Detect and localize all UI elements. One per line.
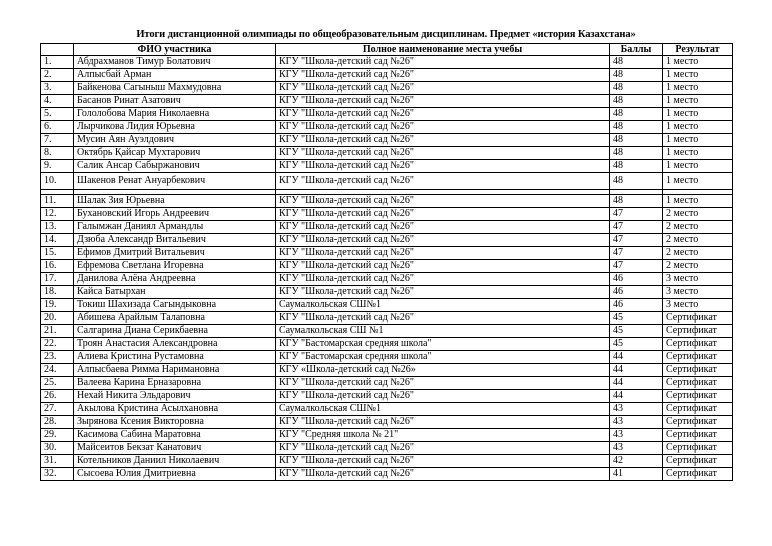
result-value: Сертификат — [663, 377, 733, 390]
school-name: Саумалкольская СШ№1 — [276, 299, 610, 312]
row-number: 29. — [41, 429, 74, 442]
score-value: 47 — [610, 208, 663, 221]
participant-name: Ефимов Дмитрий Витальевич — [74, 247, 276, 260]
school-name: КГУ "Школа-детский сад №26" — [276, 208, 610, 221]
school-name: КГУ "Школа-детский сад №26" — [276, 468, 610, 481]
score-value: 48 — [610, 195, 663, 208]
participant-name: Ефремова Светлана Игоревна — [74, 260, 276, 273]
school-name: КГУ "Школа-детский сад №26" — [276, 247, 610, 260]
result-value: 1 место — [663, 56, 733, 69]
school-name: КГУ "Бастомарская средняя школа" — [276, 351, 610, 364]
score-value: 45 — [610, 325, 663, 338]
table-row — [41, 121, 733, 134]
table-row — [41, 325, 733, 338]
participant-name: Алиева Кристина Рустамовна — [74, 351, 276, 364]
row-number: 12. — [41, 208, 74, 221]
table-row — [41, 299, 733, 312]
participant-name: Шалак Зия Юрьевна — [74, 195, 276, 208]
school-name: КГУ "Бастомарская средняя школа" — [276, 338, 610, 351]
school-name: КГУ "Школа-детский сад №26" — [276, 234, 610, 247]
row-number: 2. — [41, 69, 74, 82]
score-value: 44 — [610, 377, 663, 390]
school-name: КГУ "Школа-детский сад №26" — [276, 160, 610, 173]
school-name: КГУ "Школа-детский сад №26" — [276, 260, 610, 273]
table-row — [41, 160, 733, 173]
score-value: 41 — [610, 468, 663, 481]
score-value: 48 — [610, 121, 663, 134]
participant-name: Басанов Ринат Азатович — [74, 95, 276, 108]
result-value: Сертификат — [663, 364, 733, 377]
result-value: 1 место — [663, 108, 733, 121]
participant-name: Бухановский Игорь Андреевич — [74, 208, 276, 221]
row-number: 15. — [41, 247, 74, 260]
participant-name: Кайса Батырхан — [74, 286, 276, 299]
result-value: 1 место — [663, 69, 733, 82]
result-value: Сертификат — [663, 468, 733, 481]
score-value: 45 — [610, 338, 663, 351]
participant-name: Абдрахманов Тимур Болатович — [74, 56, 276, 69]
table-row — [41, 69, 733, 82]
row-number: 26. — [41, 390, 74, 403]
school-name: КГУ "Школа-детский сад №26" — [276, 56, 610, 69]
row-number: 10. — [41, 173, 74, 190]
table-row — [41, 208, 733, 221]
result-value: Сертификат — [663, 403, 733, 416]
result-value: 2 место — [663, 247, 733, 260]
row-number: 18. — [41, 286, 74, 299]
participant-name: Валеева Карина Ерназаровна — [74, 377, 276, 390]
result-value: 1 место — [663, 195, 733, 208]
score-value: 48 — [610, 108, 663, 121]
table-row — [41, 351, 733, 364]
school-name: КГУ "Школа-детский сад №26" — [276, 69, 610, 82]
score-value: 43 — [610, 403, 663, 416]
header-score: Баллы — [610, 44, 663, 56]
result-value: 1 место — [663, 160, 733, 173]
row-number: 32. — [41, 468, 74, 481]
row-number: 21. — [41, 325, 74, 338]
score-value: 48 — [610, 95, 663, 108]
table-row — [41, 173, 733, 190]
row-number: 7. — [41, 134, 74, 147]
table-row — [41, 312, 733, 325]
row-number: 8. — [41, 147, 74, 160]
school-name: Саумалкольская СШ№1 — [276, 403, 610, 416]
participant-name: Данилова Алёна Андреевна — [74, 273, 276, 286]
table-row — [41, 134, 733, 147]
result-value: 2 место — [663, 260, 733, 273]
table-header-row — [41, 44, 733, 56]
school-name: КГУ "Школа-детский сад №26" — [276, 173, 610, 190]
participant-name: Шакенов Ренат Ануарбекович — [74, 173, 276, 190]
participant-name: Мусин Аян Ауэлдович — [74, 134, 276, 147]
score-value: 42 — [610, 455, 663, 468]
participant-name: Галымжан Даниял Армандлы — [74, 221, 276, 234]
school-name: КГУ «Школа-детский сад №26» — [276, 364, 610, 377]
row-number: 20. — [41, 312, 74, 325]
table-row — [41, 338, 733, 351]
score-value: 47 — [610, 234, 663, 247]
score-value: 48 — [610, 134, 663, 147]
result-value: Сертификат — [663, 429, 733, 442]
school-name: КГУ "Школа-детский сад №26" — [276, 377, 610, 390]
score-value: 44 — [610, 351, 663, 364]
table-row — [41, 56, 733, 69]
row-number: 31. — [41, 455, 74, 468]
result-value: Сертификат — [663, 416, 733, 429]
table-row — [41, 455, 733, 468]
table-row — [41, 234, 733, 247]
school-name: КГУ "Школа-детский сад №26" — [276, 455, 610, 468]
score-value: 44 — [610, 390, 663, 403]
result-value: 1 место — [663, 82, 733, 95]
result-value: 2 место — [663, 221, 733, 234]
participant-name: Абишева Арайлым Талаповна — [74, 312, 276, 325]
header-participant-name: ФИО участника — [74, 44, 276, 56]
participant-name: Токиш Шахизада Сагындыковна — [74, 299, 276, 312]
row-number: 25. — [41, 377, 74, 390]
document-title: Итоги дистанционной олимпиады по общеобразовательным дисциплинам. Предмет «история Казахстана» — [136, 29, 636, 40]
row-number: 5. — [41, 108, 74, 121]
score-value: 47 — [610, 260, 663, 273]
row-number: 30. — [41, 442, 74, 455]
school-name: КГУ "Школа-детский сад №26" — [276, 82, 610, 95]
participant-name: Салгарина Диана Серикбаевна — [74, 325, 276, 338]
result-value: 3 место — [663, 299, 733, 312]
table-row — [41, 195, 733, 208]
header-school: Полное наименование места учебы — [276, 44, 610, 56]
table-row — [41, 377, 733, 390]
school-name: КГУ "Школа-детский сад №26" — [276, 134, 610, 147]
score-value: 48 — [610, 173, 663, 190]
score-value: 48 — [610, 147, 663, 160]
score-value: 48 — [610, 82, 663, 95]
score-value: 43 — [610, 416, 663, 429]
row-number: 4. — [41, 95, 74, 108]
table-row — [41, 147, 733, 160]
participant-name: Алпысбай Арман — [74, 69, 276, 82]
school-name: КГУ "Школа-детский сад №26" — [276, 221, 610, 234]
participant-name: Байкенова Сагыныш Махмудовна — [74, 82, 276, 95]
header-result: Результат — [663, 44, 733, 56]
row-number: 23. — [41, 351, 74, 364]
row-number: 22. — [41, 338, 74, 351]
score-value: 48 — [610, 56, 663, 69]
participant-name: Котельников Даниил Николаевич — [74, 455, 276, 468]
school-name: КГУ "Школа-детский сад №26" — [276, 273, 610, 286]
result-value: 2 место — [663, 208, 733, 221]
table-row — [41, 429, 733, 442]
participant-name: Касимова Сабина Маратовна — [74, 429, 276, 442]
result-value: Сертификат — [663, 325, 733, 338]
participant-name: Алпысбаева Римма Наримановна — [74, 364, 276, 377]
participant-name: Лырчикова Лидия Юрьевна — [74, 121, 276, 134]
table-row — [41, 416, 733, 429]
score-value: 48 — [610, 69, 663, 82]
result-value: 2 место — [663, 234, 733, 247]
participant-name: Нехай Никита Эльдарович — [74, 390, 276, 403]
score-value: 46 — [610, 273, 663, 286]
row-number: 14. — [41, 234, 74, 247]
table-row — [41, 108, 733, 121]
table-row — [41, 390, 733, 403]
score-value: 48 — [610, 160, 663, 173]
result-value: Сертификат — [663, 390, 733, 403]
header-number — [41, 44, 74, 56]
participant-name: Дзюба Александр Витальевич — [74, 234, 276, 247]
result-value: Сертификат — [663, 338, 733, 351]
school-name: КГУ "Школа-детский сад №26" — [276, 121, 610, 134]
result-value: Сертификат — [663, 442, 733, 455]
score-value: 43 — [610, 429, 663, 442]
row-number: 11. — [41, 195, 74, 208]
row-number: 9. — [41, 160, 74, 173]
school-name: КГУ "Школа-детский сад №26" — [276, 442, 610, 455]
result-value: Сертификат — [663, 455, 733, 468]
table-row — [41, 260, 733, 273]
participant-name: Акылова Кристина Асылхановна — [74, 403, 276, 416]
table-row — [41, 403, 733, 416]
result-value: 3 место — [663, 273, 733, 286]
row-number: 27. — [41, 403, 74, 416]
school-name: Саумалкольская СШ №1 — [276, 325, 610, 338]
participant-name: Сысоева Юлия Дмитриевна — [74, 468, 276, 481]
row-number: 16. — [41, 260, 74, 273]
participant-name: Майсеитов Бекзат Канатович — [74, 442, 276, 455]
participant-name: Салик Ансар Сабыржанович — [74, 160, 276, 173]
school-name: КГУ "Школа-детский сад №26" — [276, 195, 610, 208]
school-name: КГУ "Школа-детский сад №26" — [276, 312, 610, 325]
school-name: КГУ "Школа-детский сад №26" — [276, 416, 610, 429]
school-name: КГУ "Средняя школа № 21" — [276, 429, 610, 442]
participant-name: Октябрь Қайсар Мухтарович — [74, 147, 276, 160]
row-number: 13. — [41, 221, 74, 234]
school-name: КГУ "Школа-детский сад №26" — [276, 108, 610, 121]
row-number: 6. — [41, 121, 74, 134]
score-value: 46 — [610, 286, 663, 299]
score-value: 44 — [610, 364, 663, 377]
table-row — [41, 82, 733, 95]
school-name: КГУ "Школа-детский сад №26" — [276, 286, 610, 299]
score-value: 45 — [610, 312, 663, 325]
result-value: 1 место — [663, 173, 733, 190]
row-number: 1. — [41, 56, 74, 69]
participant-name: Троян Анастасия Александровна — [74, 338, 276, 351]
table-body — [41, 56, 733, 481]
row-number: 28. — [41, 416, 74, 429]
results-table — [40, 43, 733, 481]
score-value: 46 — [610, 299, 663, 312]
result-value: Сертификат — [663, 351, 733, 364]
score-value: 43 — [610, 442, 663, 455]
table-row — [41, 221, 733, 234]
table-row — [41, 286, 733, 299]
result-value: 1 место — [663, 134, 733, 147]
score-value: 47 — [610, 221, 663, 234]
row-number: 17. — [41, 273, 74, 286]
result-value: Сертификат — [663, 312, 733, 325]
result-value: 1 место — [663, 121, 733, 134]
participant-name: Гололобова Мария Николаевна — [74, 108, 276, 121]
table-row — [41, 247, 733, 260]
result-value: 1 место — [663, 147, 733, 160]
result-value: 3 место — [663, 286, 733, 299]
school-name: КГУ "Школа-детский сад №26" — [276, 390, 610, 403]
school-name: КГУ "Школа-детский сад №26" — [276, 147, 610, 160]
school-name: КГУ "Школа-детский сад №26" — [276, 95, 610, 108]
row-number: 19. — [41, 299, 74, 312]
table-row — [41, 273, 733, 286]
table-row — [41, 95, 733, 108]
participant-name: Зырянова Ксения Викторовна — [74, 416, 276, 429]
table-row — [41, 442, 733, 455]
table-row — [41, 364, 733, 377]
result-value: 1 место — [663, 95, 733, 108]
row-number: 3. — [41, 82, 74, 95]
row-number: 24. — [41, 364, 74, 377]
score-value: 47 — [610, 247, 663, 260]
table-row — [41, 468, 733, 481]
